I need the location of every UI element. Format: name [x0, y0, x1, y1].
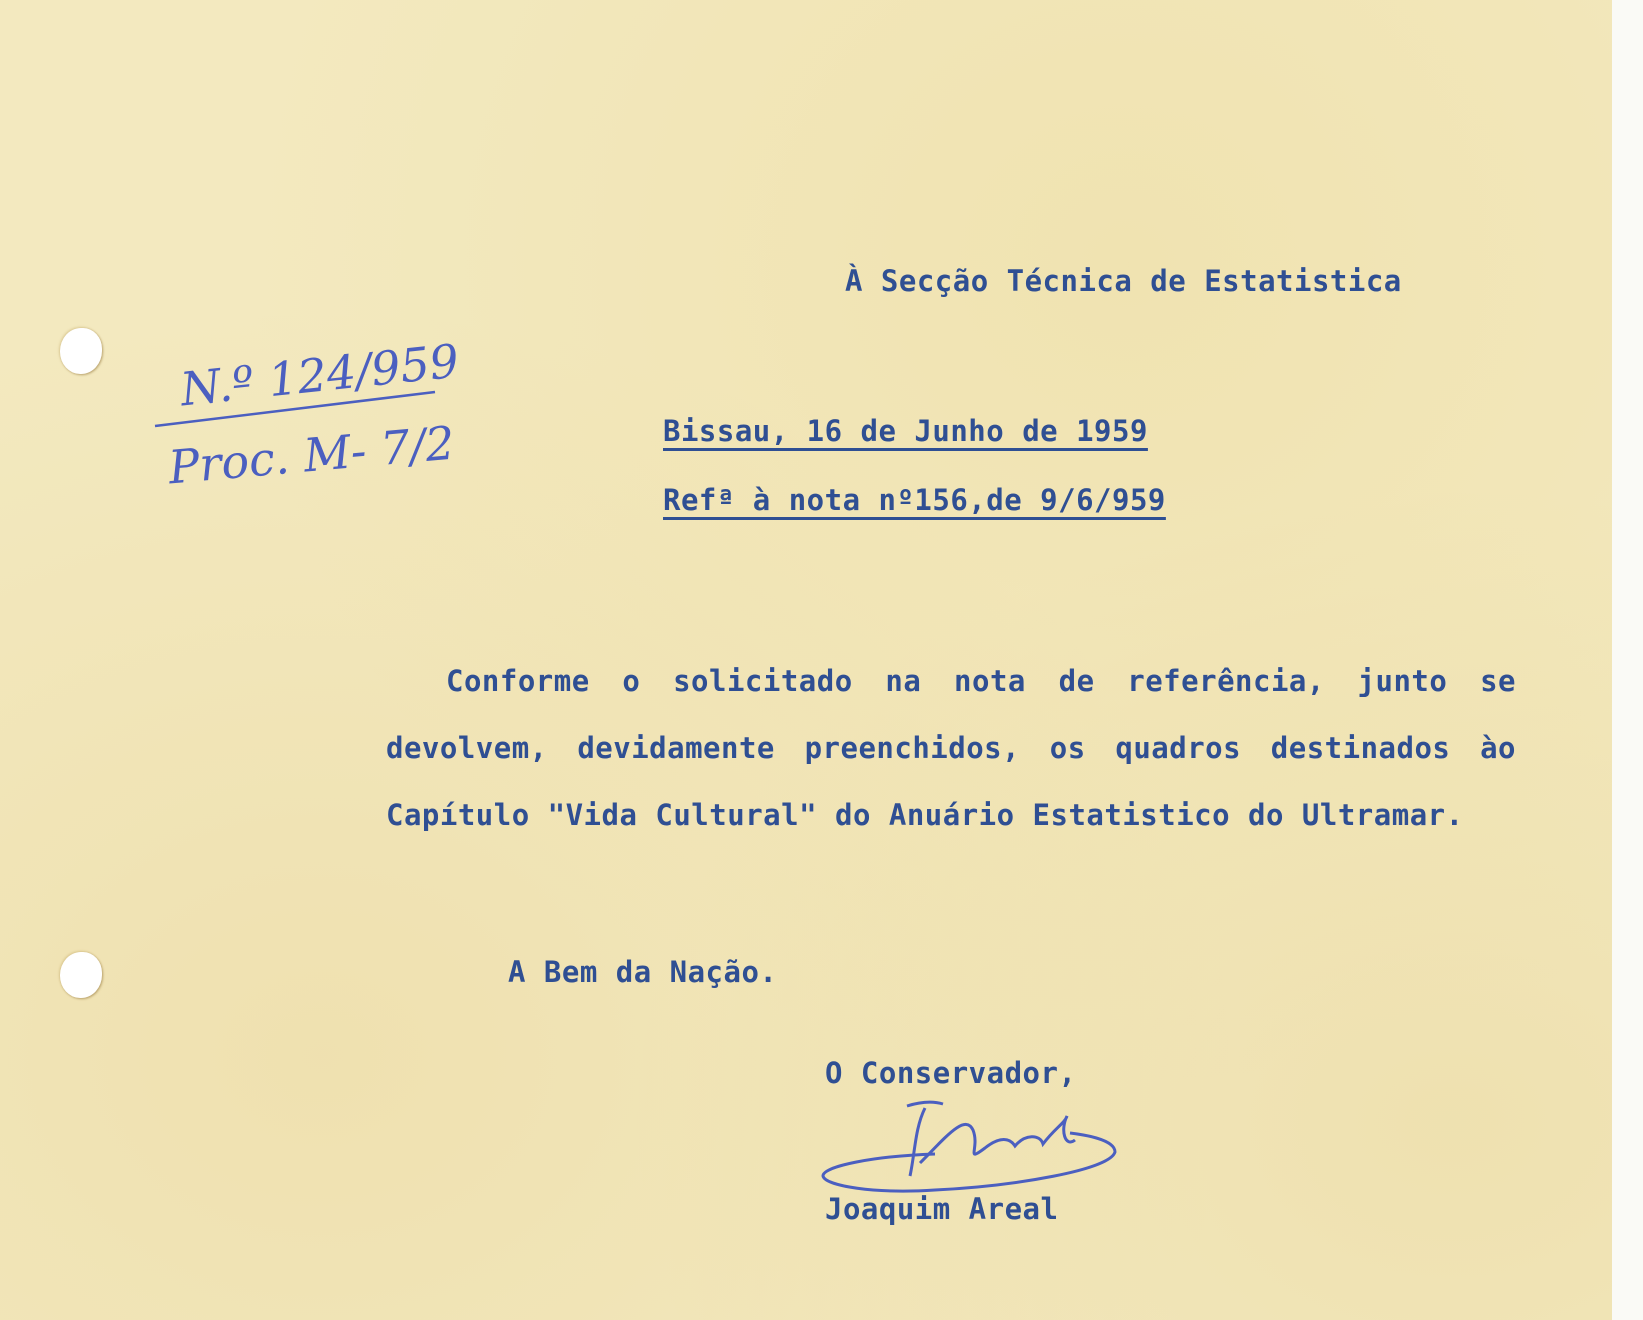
date-line: Bissau, 16 de Junho de 1959	[663, 414, 1148, 448]
closing-line: A Bem da Nação.	[508, 955, 778, 989]
addressee-line: À Secção Técnica de Estatistica	[845, 264, 1402, 298]
annotation-number: N.º 124/959	[177, 333, 462, 417]
punch-hole-bottom	[60, 952, 102, 998]
scan-margin	[1612, 0, 1643, 1320]
punch-hole-top	[60, 328, 102, 374]
signer-title: O Conservador,	[825, 1056, 1077, 1090]
signature	[815, 1068, 1145, 1198]
reference-line: Refª à nota nº156,de 9/6/959	[663, 483, 1166, 517]
signer-name: Joaquim Areal	[825, 1192, 1059, 1226]
letter-body: Conforme o solicitado na nota de referência, junto se devolvem, devidamente preenchidos, os quadros destinados ào Capítulo "Vida Cultural" do Anuário Estatistico do Ultramar.	[386, 664, 1516, 832]
annotation-process: Proc. M- 7/2	[166, 415, 457, 495]
